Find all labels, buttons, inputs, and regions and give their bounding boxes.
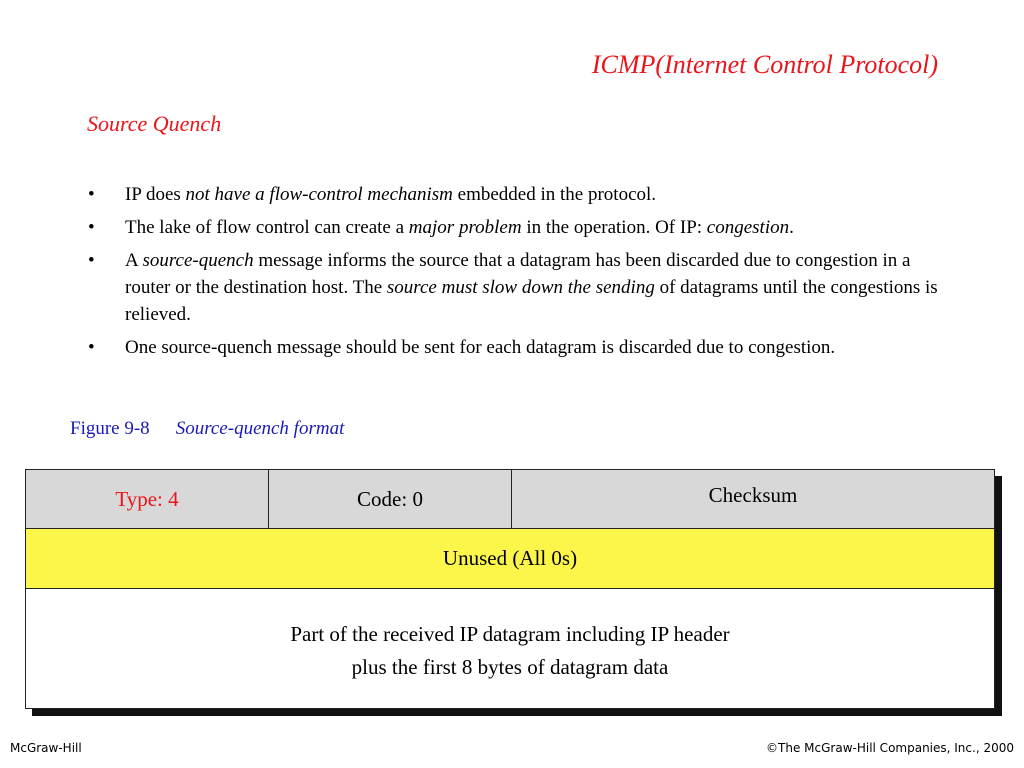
bullet-marker: • <box>88 217 95 238</box>
bullet-text: of datagrams until the congestions is relieved. <box>125 277 938 325</box>
figure-number: Figure 9-8 <box>70 418 150 439</box>
bullet-text: IP does <box>125 184 186 205</box>
bullet-text: . <box>789 217 794 238</box>
bullet-emphasis: congestion <box>706 217 790 238</box>
bullet-emphasis: not have a flow-control mechanism <box>185 184 453 205</box>
bullet-emphasis: source-quench <box>142 250 254 271</box>
datagram-data-line: Part of the received IP datagram including IP header <box>290 621 730 646</box>
datagram-data-line: plus the first 8 bytes of datagram data <box>351 654 669 679</box>
figure-caption <box>70 418 344 440</box>
bullet-item <box>88 181 948 208</box>
bullet-text: One source-quench message should be sent for each datagram is discarded due to congestion. <box>125 337 836 358</box>
slide-subtitle: Source Quench <box>87 111 222 136</box>
bullet-emphasis: source must slow down the sending <box>386 277 655 298</box>
bullet-item <box>88 334 948 361</box>
bullet-marker: • <box>88 337 95 358</box>
slide-title: ICMP(Internet Control Protocol) <box>591 50 938 79</box>
bullet-text: in the operation. Of IP: <box>521 217 707 238</box>
code-field: Code: 0 <box>269 470 512 528</box>
bullet-text: message informs the source that a datagram has been discarded due to congestion in a router or the destination host. The <box>125 250 911 298</box>
checksum-field: Checksum <box>708 482 798 507</box>
footer-publisher: McGraw-Hill <box>10 741 82 755</box>
bullet-emphasis: major problem <box>408 217 522 238</box>
unused-field: Unused (All 0s) <box>26 529 994 589</box>
datagram-data-field <box>26 589 994 708</box>
bullet-text: The lake of flow control can create a <box>125 217 409 238</box>
bullet-text: embedded in the protocol. <box>452 184 657 205</box>
header-row <box>26 470 994 529</box>
bullet-marker: • <box>88 184 95 205</box>
footer-copyright: ©The McGraw-Hill Companies, Inc., 2000 <box>766 741 1014 755</box>
source-quench-format-diagram <box>25 469 995 709</box>
figure-name: Source-quench format <box>175 418 345 439</box>
bullet-item <box>88 214 948 241</box>
bullet-text: A <box>125 250 143 271</box>
type-field: Type: 4 <box>26 470 269 528</box>
bullet-list <box>88 181 948 367</box>
bullet-marker: • <box>88 250 95 271</box>
bullet-item <box>88 247 948 328</box>
